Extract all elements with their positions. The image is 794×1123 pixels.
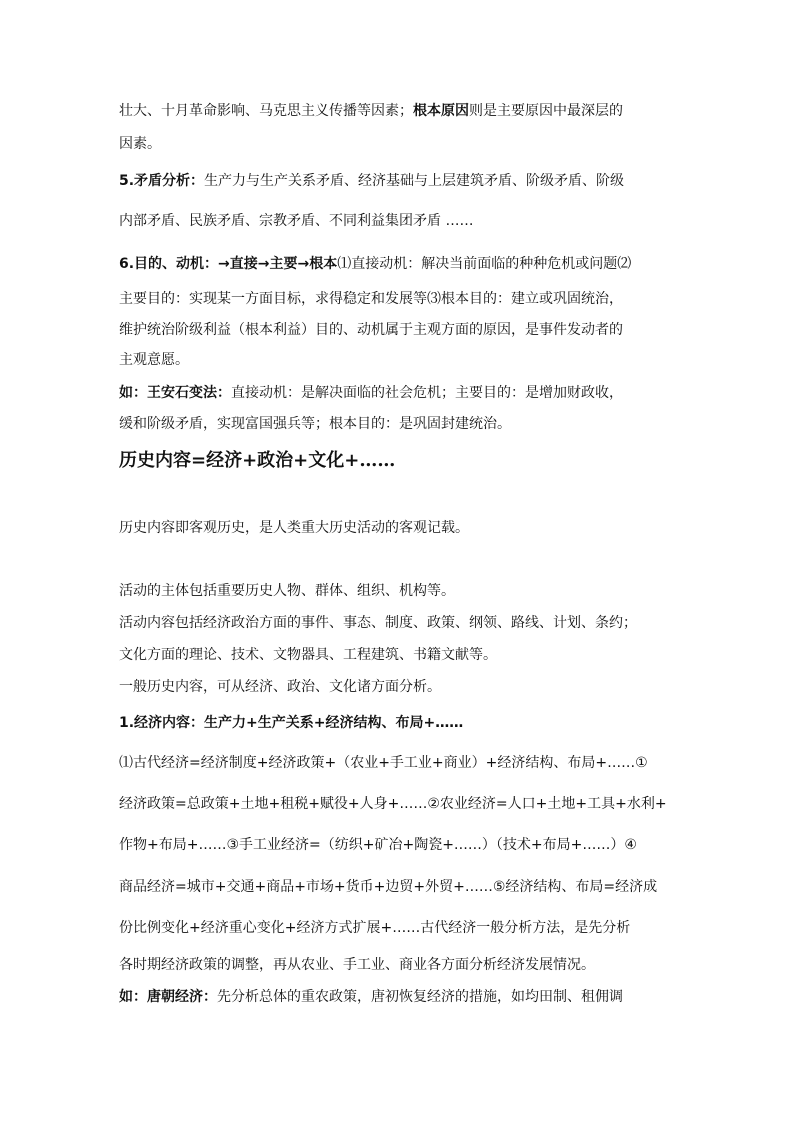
section-6-line: 6.目的、动机：→直接→主要→根本⑴直接动机：解决当前面临的种种危机或问题⑵ bbox=[119, 256, 632, 272]
text-line: 经济政策=总政策+土地+租税+赋役+人身+……②农业经济=人口+土地+工具+水利+ bbox=[119, 796, 667, 812]
text-line: 活动的主体包括重要历史人物、群体、组织、机构等。 bbox=[119, 583, 455, 599]
text-line: 主观意愿。 bbox=[119, 352, 189, 368]
text-line: 文化方面的理论、技术、文物器具、工程建筑、书籍文献等。 bbox=[119, 647, 497, 663]
example-line: 如：唐朝经济：先分析总体的重农政策，唐初恢复经济的措施，如均田制、租佣调 bbox=[119, 989, 623, 1005]
section-5-line: 5.矛盾分析：生产力与生产关系矛盾、经济基础与上层建筑矛盾、阶级矛盾、阶级 bbox=[119, 173, 625, 189]
text-line: 商品经济=城市+交通+商品+市场+货币+边贸+外贸+……⑤经济结构、布局=经济成 bbox=[119, 879, 658, 895]
text-line: 因素。 bbox=[119, 136, 161, 152]
text-line: 活动内容包括经济政治方面的事件、事态、制度、政策、纲领、路线、计划、条约； bbox=[119, 615, 637, 631]
text-line: 主要目的：实现某一方面目标，求得稳定和发展等⑶根本目的：建立或巩固统治， bbox=[119, 291, 623, 307]
text-line: 份比例变化+经济重心变化+经济方式扩展+……古代经济一般分析方法，是先分析 bbox=[119, 920, 631, 936]
text-line: ⑴古代经济=经济制度+经济政策+（农业+手工业+商业）+经济结构、布局+……① bbox=[119, 755, 648, 771]
example-line: 如：王安石变法：直接动机：是解决面临的社会危机；主要目的：是增加财政收， bbox=[119, 385, 623, 401]
subsection-heading: 1.经济内容：生产力+生产关系+经济结构、布局+…… bbox=[119, 715, 464, 731]
text-line: 维护统治阶级利益（根本利益）目的、动机属于主观方面的原因，是事件发动者的 bbox=[119, 322, 623, 338]
text-line: 作物+布局+……③手工业经济=（纺织+矿冶+陶瓷+……）（技术+布局+……）④ bbox=[119, 837, 637, 853]
text-line: 壮大、十月革命影响、马克思主义传播等因素；根本原因则是主要原因中最深层的 bbox=[119, 103, 623, 119]
section-heading: 历史内容=经济+政治+文化+…… bbox=[119, 450, 396, 471]
text-line: 缓和阶级矛盾，实现富国强兵等；根本目的：是巩固封建统治。 bbox=[119, 416, 511, 432]
text-line: 各时期经济政策的调整，再从农业、手工业、商业各方面分析经济发展情况。 bbox=[119, 957, 595, 973]
text-line: 一般历史内容，可从经济、政治、文化诸方面分析。 bbox=[119, 679, 441, 695]
text-line: 历史内容即客观历史，是人类重大历史活动的客观记载。 bbox=[119, 520, 469, 536]
text-line: 内部矛盾、民族矛盾、宗教矛盾、不同利益集团矛盾 …… bbox=[119, 213, 474, 229]
